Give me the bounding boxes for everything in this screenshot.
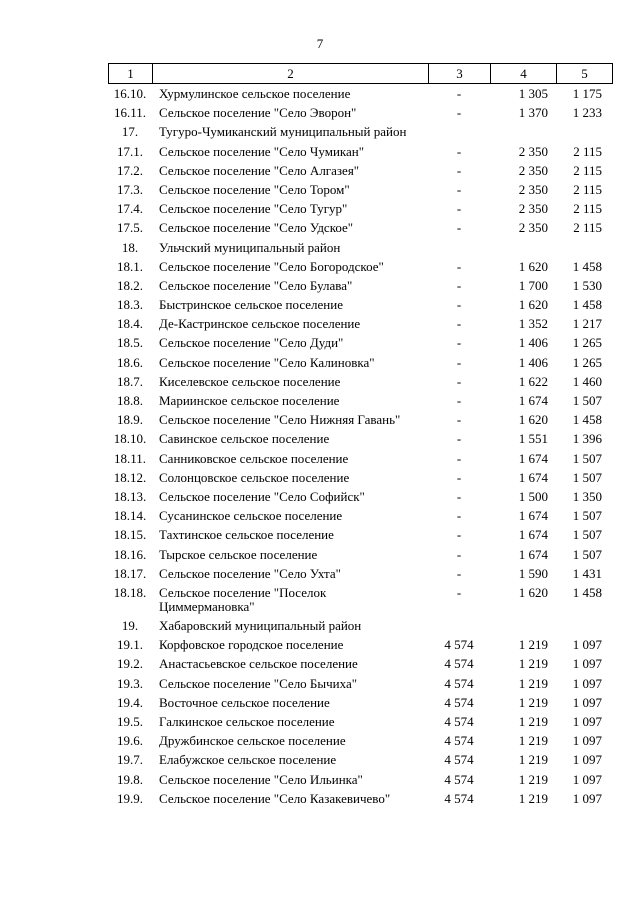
- row-number: 17.: [121, 124, 139, 140]
- row-name: Сельское поселение "Поселок Циммермановка": [159, 584, 327, 614]
- table-row: [0, 221, 640, 235]
- row-col-5: 1 460: [572, 373, 602, 389]
- table-row: [0, 356, 640, 370]
- table-row: [0, 509, 640, 523]
- table-row: [0, 734, 640, 748]
- table-row: [0, 375, 640, 389]
- row-col-5: 1 097: [572, 752, 602, 768]
- row-col-3: 4 574: [444, 790, 474, 806]
- table-row: [0, 125, 640, 139]
- table-row: [0, 336, 640, 350]
- row-col-3: 4 574: [444, 771, 474, 787]
- row-col-4: 2 350: [518, 220, 548, 236]
- table-row: [0, 87, 640, 101]
- row-col-4: 2 350: [518, 181, 548, 197]
- row-col-4: 1 219: [518, 771, 548, 787]
- row-col-3: -: [456, 162, 462, 178]
- table-row: [0, 452, 640, 466]
- row-number: 18.1.: [117, 258, 143, 274]
- row-number: 19.9.: [117, 790, 143, 806]
- row-number: 18.7.: [117, 373, 143, 389]
- row-col-4: 1 219: [518, 656, 548, 672]
- row-col-5: 2 115: [573, 220, 602, 236]
- row-col-3: 4 574: [444, 637, 474, 653]
- table-row: [0, 106, 640, 120]
- row-col-5: 1 458: [572, 412, 602, 428]
- row-col-5: 1 507: [572, 546, 602, 562]
- table-row: [0, 183, 640, 197]
- row-name: Сельское поселение "Село Алгазея": [159, 162, 360, 178]
- row-col-3: -: [456, 297, 462, 313]
- row-name: Сельское поселение "Село Дуди": [159, 335, 344, 351]
- row-col-4: 1 620: [518, 412, 548, 428]
- table-row: [0, 298, 640, 312]
- header-col-4: 4: [491, 64, 557, 84]
- table-row: [0, 279, 640, 293]
- table-row: [0, 586, 640, 614]
- row-col-3: 4 574: [444, 714, 474, 729]
- row-name: Дружбинское сельское поселение: [159, 733, 346, 749]
- row-name: Сельское поселение "Село Тугур": [159, 201, 348, 217]
- row-col-3: 4 574: [444, 656, 474, 672]
- row-name: Солонцовское сельское поселение: [159, 469, 350, 485]
- row-number: 18.13.: [113, 488, 147, 504]
- row-col-3: -: [456, 412, 462, 428]
- header-col-3: 3: [429, 64, 491, 84]
- row-col-5: 1 097: [572, 790, 602, 806]
- row-col-4: 1 674: [518, 546, 548, 562]
- row-col-4: 1 620: [518, 297, 548, 313]
- row-col-5: 1 175: [572, 86, 602, 101]
- row-col-5: 1 507: [572, 450, 602, 466]
- row-name: Сельское поселение "Село Бычиха": [159, 675, 358, 691]
- table-row: [0, 432, 640, 446]
- row-col-3: -: [456, 335, 462, 351]
- row-col-4: 1 674: [518, 393, 548, 408]
- row-number: 18.9.: [117, 412, 143, 428]
- row-number: 18.: [121, 239, 139, 255]
- row-name: Сельское поселение "Село Ухта": [159, 565, 341, 581]
- table-row: [0, 753, 640, 767]
- table-row: [0, 202, 640, 216]
- table-row: [0, 241, 640, 255]
- row-col-5: 2 115: [573, 181, 602, 197]
- row-col-5: 1 097: [572, 694, 602, 710]
- row-name: Киселевское сельское поселение: [159, 373, 341, 389]
- row-number: 18.4.: [117, 316, 143, 332]
- row-col-4: 1 674: [518, 508, 548, 524]
- row-number: 19.8.: [117, 771, 143, 787]
- table-row: [0, 413, 640, 427]
- row-col-4: 1 406: [518, 354, 548, 370]
- table-row: [0, 638, 640, 652]
- header-col-2: 2: [153, 64, 429, 84]
- row-col-3: -: [456, 508, 462, 524]
- page-number: 7: [316, 36, 324, 51]
- row-number: 18.11.: [113, 450, 147, 466]
- row-col-4: 1 219: [518, 752, 548, 768]
- row-col-5: 1 396: [572, 431, 602, 447]
- row-name: Быстринское сельское поселение: [159, 297, 343, 313]
- row-col-5: 1 458: [572, 297, 602, 313]
- row-name: Тахтинское сельское поселение: [159, 527, 334, 543]
- row-col-5: 1 458: [572, 584, 602, 600]
- row-col-4: 1 305: [518, 86, 548, 101]
- row-name: Сельское поселение "Село Чумикан": [159, 143, 365, 159]
- table-row: [0, 317, 640, 331]
- row-col-3: -: [456, 546, 462, 562]
- row-col-3: 4 574: [444, 752, 474, 768]
- row-col-5: 1 265: [572, 335, 602, 351]
- table-row: [0, 619, 640, 633]
- row-number: 18.14.: [113, 508, 147, 524]
- row-name: Анастасьевское сельское поселение: [159, 656, 358, 672]
- row-col-5: 1 350: [572, 488, 602, 504]
- row-col-3: -: [456, 201, 462, 217]
- row-col-3: -: [456, 258, 462, 274]
- table-row: [0, 164, 640, 178]
- row-col-5: 1 097: [572, 656, 602, 672]
- row-number: 18.10.: [113, 431, 147, 447]
- table-row: [0, 792, 640, 806]
- row-col-3: -: [456, 488, 462, 504]
- row-col-4: 1 406: [518, 335, 548, 351]
- row-name: Санниковское сельское поселение: [159, 450, 349, 466]
- row-number: 18.18.: [113, 584, 147, 600]
- row-name: Ульчский муниципальный район: [159, 239, 341, 255]
- row-col-3: -: [456, 584, 462, 600]
- row-col-3: -: [456, 373, 462, 389]
- row-name: Хабаровский муниципальный район: [159, 618, 362, 634]
- row-name: Елабужское сельское поселение: [159, 752, 337, 768]
- header-col-5: 5: [557, 64, 613, 84]
- row-col-4: 1 674: [518, 450, 548, 466]
- row-col-3: 4 574: [444, 675, 474, 691]
- table-row: [0, 773, 640, 787]
- row-name: Сельское поселение "Село Эворон": [159, 105, 357, 121]
- row-col-5: 1 217: [572, 316, 602, 332]
- row-name: Хурмулинское сельское поселение: [159, 86, 351, 101]
- row-col-3: 4 574: [444, 694, 474, 710]
- row-number: 17.5.: [117, 220, 143, 236]
- row-name: Сельское поселение "Село Казакевичево": [159, 790, 391, 806]
- row-col-4: 1 219: [518, 675, 548, 691]
- row-col-4: 1 674: [518, 527, 548, 543]
- row-number: 19.3.: [117, 675, 143, 691]
- row-col-4: 1 500: [518, 488, 548, 504]
- row-number: 19.2.: [117, 656, 143, 672]
- table-row: [0, 471, 640, 485]
- row-col-5: 1 530: [572, 277, 602, 293]
- row-col-3: -: [456, 393, 462, 408]
- row-number: 19.5.: [117, 714, 143, 729]
- row-number: 19.: [121, 618, 139, 634]
- row-col-3: -: [456, 143, 462, 159]
- table-row: [0, 260, 640, 274]
- row-name: Галкинское сельское поселение: [159, 714, 335, 729]
- row-name: Сельское поселение "Село Ильинка": [159, 771, 363, 787]
- row-col-5: 1 233: [572, 105, 602, 121]
- row-col-4: 1 219: [518, 637, 548, 653]
- row-col-5: 1 507: [572, 508, 602, 524]
- row-col-5: 2 115: [573, 143, 602, 159]
- row-col-3: -: [456, 431, 462, 447]
- row-col-5: 1 507: [572, 469, 602, 485]
- header-col-1: 1: [109, 64, 153, 84]
- row-number: 17.1.: [117, 143, 143, 159]
- row-col-5: 1 097: [572, 771, 602, 787]
- row-col-3: -: [456, 450, 462, 466]
- row-col-4: 2 350: [518, 162, 548, 178]
- table-body: [0, 87, 640, 811]
- row-name: Сусанинское сельское поселение: [159, 508, 343, 524]
- row-col-5: 2 115: [573, 162, 602, 178]
- row-col-4: 1 620: [518, 584, 548, 600]
- row-name: Сельское поселение "Село Богородское": [159, 258, 384, 274]
- row-col-3: -: [456, 105, 462, 121]
- row-number: 17.3.: [117, 181, 143, 197]
- row-col-4: 1 674: [518, 469, 548, 485]
- row-number: 18.6.: [117, 354, 143, 370]
- row-number: 18.16.: [113, 546, 147, 562]
- row-number: 18.5.: [117, 335, 143, 351]
- row-number: 19.6.: [117, 733, 143, 749]
- row-col-3: 4 574: [444, 733, 474, 749]
- row-name: Корфовское городское поселение: [159, 637, 344, 653]
- row-number: 18.17.: [113, 565, 147, 581]
- row-name: Тырское сельское поселение: [159, 546, 318, 562]
- row-number: 19.1.: [117, 637, 143, 653]
- row-name: Сельское поселение "Село Калиновка": [159, 354, 375, 370]
- row-col-4: 1 590: [518, 565, 548, 581]
- row-col-3: -: [456, 86, 462, 101]
- row-number: 19.4.: [117, 694, 143, 710]
- row-col-4: 2 350: [518, 201, 548, 217]
- table-row: [0, 394, 640, 408]
- row-name: Сельское поселение "Село Софийск": [159, 488, 365, 504]
- row-col-3: -: [456, 316, 462, 332]
- row-name: Сельское поселение "Село Удское": [159, 220, 354, 236]
- row-number: 18.2.: [117, 277, 143, 293]
- row-name: Восточное сельское поселение: [159, 694, 330, 710]
- row-col-5: 1 507: [572, 393, 602, 408]
- row-name: Сельское поселение "Село Нижняя Гавань": [159, 412, 401, 428]
- row-col-3: -: [456, 469, 462, 485]
- row-col-3: -: [456, 354, 462, 370]
- table-row: [0, 490, 640, 504]
- row-col-5: 1 097: [572, 714, 602, 729]
- table-row: [0, 528, 640, 542]
- row-col-4: 1 219: [518, 694, 548, 710]
- row-col-4: 1 219: [518, 790, 548, 806]
- row-col-4: 1 352: [518, 316, 548, 332]
- table-header: [108, 63, 613, 84]
- row-col-4: 1 219: [518, 714, 548, 729]
- row-col-4: 1 219: [518, 733, 548, 749]
- row-col-5: 1 431: [572, 565, 602, 581]
- row-col-4: 1 551: [518, 431, 548, 447]
- row-number: 16.10.: [113, 86, 147, 101]
- row-col-4: 1 700: [518, 277, 548, 293]
- row-name: Мариинское сельское поселение: [159, 393, 340, 408]
- row-number: 18.8.: [117, 393, 143, 408]
- row-number: 19.7.: [117, 752, 143, 768]
- table-row: [0, 696, 640, 710]
- row-col-3: -: [456, 527, 462, 543]
- row-col-5: 1 097: [572, 733, 602, 749]
- row-name: Сельское поселение "Село Булава": [159, 277, 353, 293]
- table-row: [0, 567, 640, 581]
- table-row: [0, 715, 640, 729]
- row-col-4: 2 350: [518, 143, 548, 159]
- row-col-5: 1 507: [572, 527, 602, 543]
- table-row: [0, 548, 640, 562]
- row-col-4: 1 620: [518, 258, 548, 274]
- row-number: 17.4.: [117, 201, 143, 217]
- row-name: Де-Кастринское сельское поселение: [159, 316, 361, 332]
- row-name: Сельское поселение "Село Тором": [159, 181, 350, 197]
- row-col-5: 1 265: [572, 354, 602, 370]
- row-col-4: 1 622: [518, 373, 548, 389]
- row-col-4: 1 370: [518, 105, 548, 121]
- row-number: 18.3.: [117, 297, 143, 313]
- row-col-5: 2 115: [573, 201, 602, 217]
- row-number: 18.12.: [113, 469, 147, 485]
- table-row: [0, 677, 640, 691]
- row-number: 18.15.: [113, 527, 147, 543]
- row-col-3: -: [456, 565, 462, 581]
- row-number: 16.11.: [113, 105, 147, 121]
- row-name: Тугуро-Чумиканский муниципальный район: [159, 124, 407, 140]
- table-row: [0, 145, 640, 159]
- row-col-5: 1 097: [572, 675, 602, 691]
- row-name: Савинское сельское поселение: [159, 431, 330, 447]
- row-col-5: 1 458: [572, 258, 602, 274]
- row-col-3: -: [456, 181, 462, 197]
- row-col-5: 1 097: [572, 637, 602, 653]
- table-row: [0, 657, 640, 671]
- row-col-3: -: [456, 277, 462, 293]
- row-col-3: -: [456, 220, 462, 236]
- row-number: 17.2.: [117, 162, 143, 178]
